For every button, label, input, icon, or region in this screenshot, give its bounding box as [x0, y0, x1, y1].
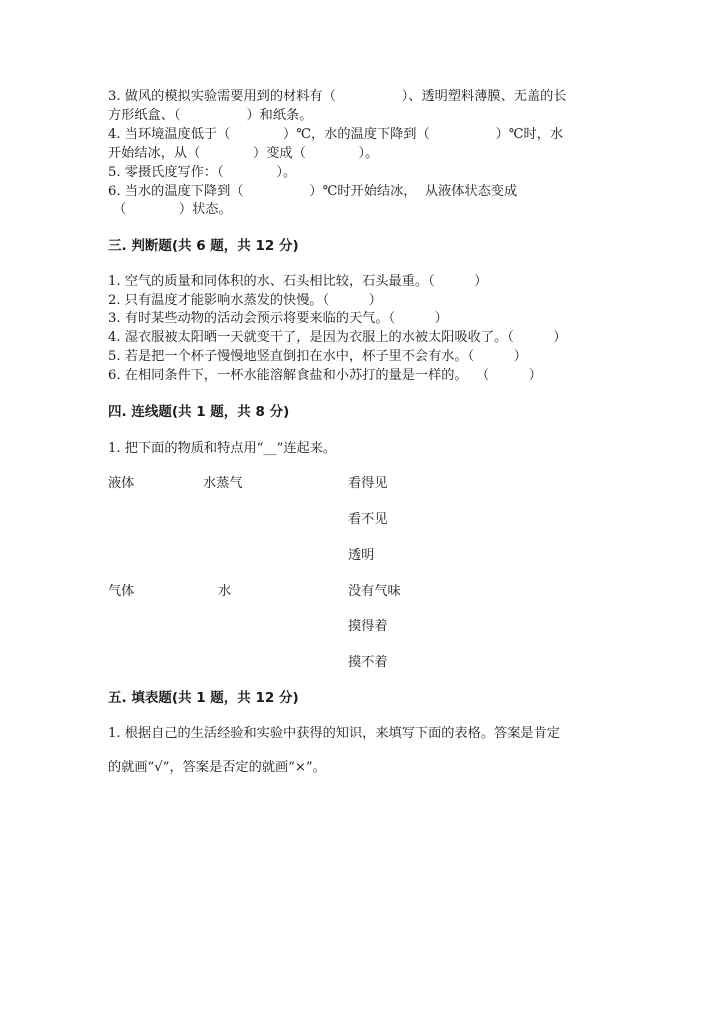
question-item: 6. 在相同条件下，一杯水能溶解食盐和小苏打的量是一样的。 （ ） — [108, 368, 542, 383]
question-item: 2. 只有温度才能影响水蒸发的快慢。（ ） — [108, 293, 382, 308]
question-item: 1. 空气的质量和同体积的水、石头相比较，石头最重。（ ） — [108, 274, 488, 289]
table-question-line: 1. 根据自己的生活经验和实验中获得的知识，来填写下面的表格。答案是肯定 — [108, 726, 560, 741]
matching-right-item[interactable]: 摸不着 — [348, 655, 388, 670]
matching-right-item[interactable]: 摸得着 — [348, 619, 388, 634]
fill-blank-line: （ ）状态。 — [113, 202, 232, 217]
question-item: 5. 若是把一个杯子慢慢地竖直倒扣在水中，杯子里不会有水。（ ） — [108, 349, 527, 364]
fill-blank-line: 4. 当环境温度低于（ ）℃，水的温度下降到（ ）℃时，水 — [108, 127, 564, 142]
matching-middle-item[interactable]: 水蒸气 — [203, 476, 243, 491]
matching-left-item[interactable]: 气体 — [108, 584, 135, 599]
fill-blank-line: 6. 当水的温度下降到（ ）℃时开始结冰， 从液体状态变成 — [108, 184, 518, 199]
matching-right-item[interactable]: 看不见 — [348, 512, 388, 527]
section-heading: 三. 判断题(共 6 题，共 12 分) — [108, 238, 299, 254]
fill-blank-line: 方形纸盒、（ ）和纸条。 — [108, 108, 313, 123]
fill-blank-line: 开始结冰，从（ ）变成（ ）。 — [108, 146, 379, 161]
section-heading: 四. 连线题(共 1 题，共 8 分) — [108, 404, 290, 420]
fill-blank-line: 3. 做风的模拟实验需要用到的材料有（ ）、透明塑料薄膜、无盖的长 — [108, 89, 567, 104]
question-item: 4. 湿衣服被太阳晒一天就变干了，是因为衣服上的水被太阳吸收了。（ ） — [108, 330, 567, 345]
fill-blank-line: 5. 零摄氏度写作：（ ）。 — [108, 165, 297, 180]
section-heading: 五. 填表题(共 1 题，共 12 分) — [108, 690, 299, 706]
matching-middle-item[interactable]: 水 — [218, 584, 232, 599]
question-item: 3. 有时某些动物的活动会预示将要来临的天气。（ ） — [108, 311, 448, 326]
matching-right-item[interactable]: 没有气味 — [348, 584, 401, 599]
matching-right-item[interactable]: 看得见 — [348, 476, 388, 491]
table-question-line: 的就画“√”，答案是否定的就画“×”。 — [108, 760, 326, 775]
matching-left-item[interactable]: 液体 — [108, 476, 135, 491]
matching-right-item[interactable]: 透明 — [348, 548, 375, 563]
matching-question: 1. 把下面的物质和特点用“__”连起来。 — [108, 441, 337, 456]
